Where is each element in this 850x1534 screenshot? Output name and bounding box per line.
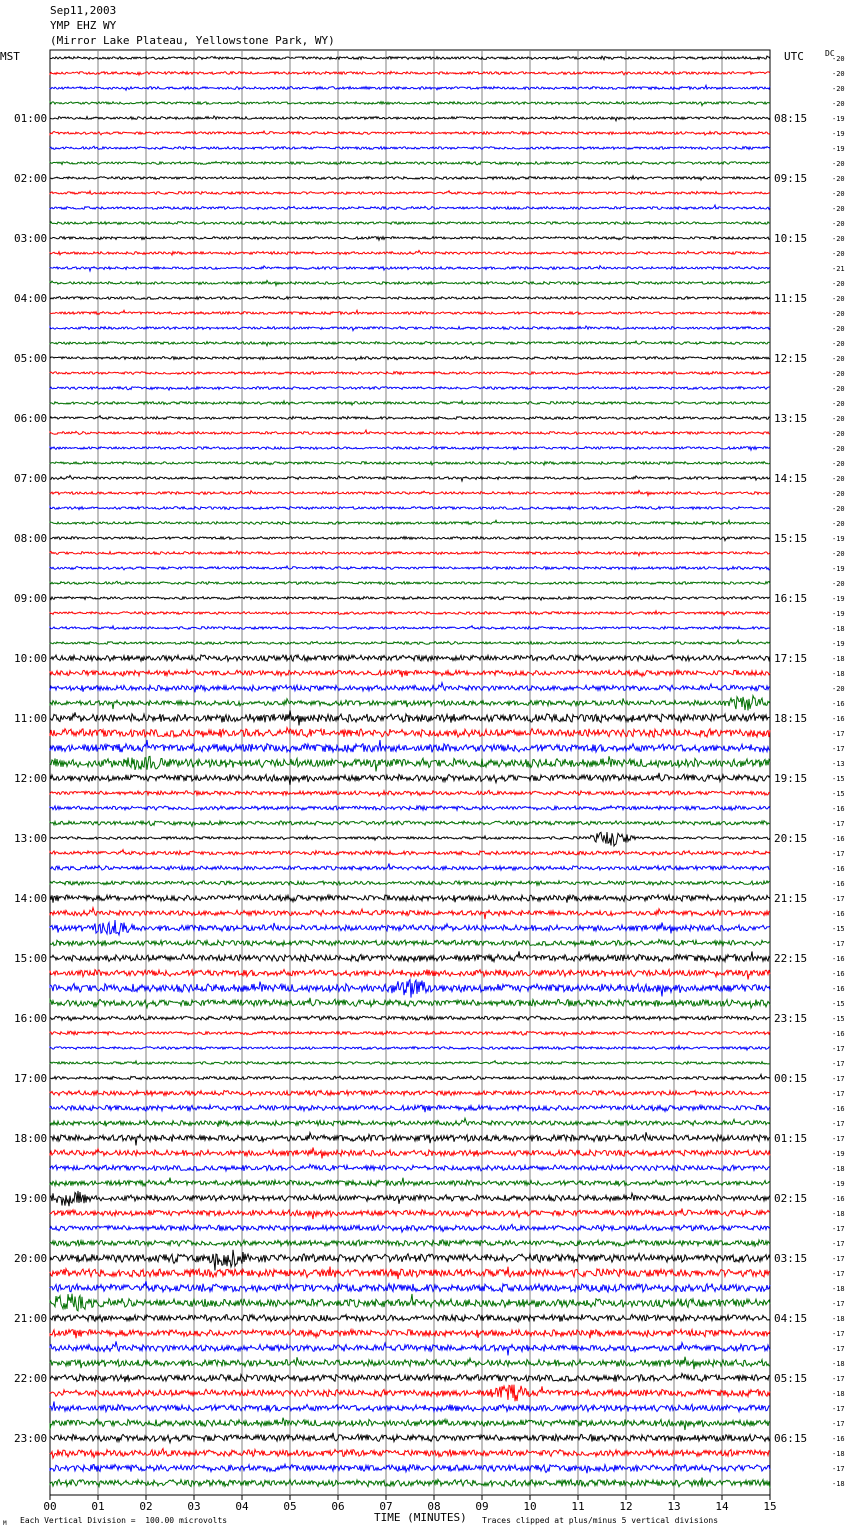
mst-hour-label: 03:00 (14, 232, 48, 245)
x-tick-label: 06 (331, 1500, 345, 1513)
seismic-trace (50, 191, 770, 195)
seismic-trace (50, 850, 770, 855)
utc-hour-label: 14:15 (774, 472, 808, 485)
dc-offset-label: -20 (832, 235, 845, 243)
utc-hour-label: 00:15 (774, 1072, 808, 1085)
dc-offset-label: -16 (832, 1435, 845, 1443)
seismic-trace (50, 222, 770, 225)
x-tick-label: 09 (475, 1500, 489, 1513)
seismic-trace (50, 205, 770, 209)
seismic-trace (50, 1118, 770, 1127)
seismic-trace (50, 1061, 770, 1065)
seismic-trace (50, 566, 770, 570)
dc-offset-label: -20 (832, 685, 845, 693)
seismic-trace (50, 740, 770, 752)
dc-offset-label: -16 (832, 1105, 845, 1113)
dc-offset-label: -20 (832, 490, 845, 498)
seismic-trace (50, 1046, 770, 1050)
mst-hour-label: 21:00 (14, 1312, 48, 1325)
dc-offset-label: -16 (832, 715, 845, 723)
dc-offset-label: -17 (832, 1255, 845, 1263)
seismic-trace (50, 908, 770, 919)
mst-hour-label: 05:00 (14, 352, 48, 365)
x-tick-label: 07 (379, 1500, 393, 1513)
seismic-trace (50, 597, 770, 601)
seismic-trace (50, 806, 770, 810)
utc-hour-label: 03:15 (774, 1252, 808, 1265)
seismic-trace (50, 491, 770, 496)
dc-offset-label: -16 (832, 865, 845, 873)
dc-offset-label: -16 (832, 1195, 845, 1203)
x-tick-label: 13 (667, 1500, 681, 1513)
seismic-trace (50, 1164, 770, 1171)
dc-offset-label: -17 (832, 1075, 845, 1083)
seismic-trace (50, 696, 770, 711)
seismic-trace (50, 895, 770, 903)
seismic-trace (50, 728, 770, 738)
seismic-trace (50, 430, 770, 434)
seismic-trace (50, 1105, 770, 1112)
dc-offset-label: -17 (832, 1300, 845, 1308)
dc-offset-label: -16 (832, 700, 845, 708)
station-code: YMP EHZ WY (50, 19, 117, 32)
dc-offset-label: -19 (832, 640, 845, 648)
seismic-trace (50, 237, 770, 241)
seismic-trace (50, 176, 770, 180)
x-tick-label: 00 (43, 1500, 57, 1513)
utc-hour-label: 22:15 (774, 952, 808, 965)
dc-offset-label: -17 (832, 1120, 845, 1128)
mst-hour-label: 12:00 (14, 772, 48, 785)
dc-offset-label: -20 (832, 55, 845, 63)
utc-hour-label: 20:15 (774, 832, 808, 845)
seismic-trace (50, 640, 770, 644)
dc-offset-label: -20 (832, 415, 845, 423)
seismic-trace (50, 1341, 770, 1355)
dc-offset-label: -15 (832, 775, 845, 783)
seismic-trace (50, 1314, 770, 1322)
dc-offset-label: -18 (832, 1450, 845, 1458)
dc-offset-label: -20 (832, 325, 845, 333)
seismic-trace (50, 939, 770, 946)
dc-offset-label: -17 (832, 1420, 845, 1428)
corner-mark: M (3, 1520, 7, 1527)
dc-offset-label: -17 (832, 1330, 845, 1338)
dc-offset-label: -18 (832, 655, 845, 663)
dc-offset-label: -20 (832, 475, 845, 483)
dc-offset-label: -18 (832, 1285, 845, 1293)
dc-offset-label: -20 (832, 550, 845, 558)
dc-offset-label: -20 (832, 400, 845, 408)
seismic-trace (50, 1330, 770, 1339)
dc-offset-label: -20 (832, 175, 845, 183)
dc-offset-label: -20 (832, 295, 845, 303)
mst-axis-label: MST (0, 50, 20, 63)
dc-offset-label: -16 (832, 985, 845, 993)
dc-offset-label: -17 (832, 1090, 845, 1098)
dc-offset-label: -20 (832, 85, 845, 93)
seismic-trace (50, 1209, 770, 1220)
x-axis-title: TIME (MINUTES) (374, 1511, 467, 1524)
dc-offset-label: -19 (832, 130, 845, 138)
seismic-trace (50, 881, 770, 886)
utc-hour-label: 15:15 (774, 532, 808, 545)
seismic-trace (50, 773, 770, 785)
seismic-trace (50, 551, 770, 556)
mst-hour-label: 07:00 (14, 472, 48, 485)
mst-hour-label: 14:00 (14, 892, 48, 905)
mst-hour-label: 17:00 (14, 1072, 48, 1085)
seismic-trace (50, 537, 770, 541)
seismic-trace (50, 310, 770, 314)
x-tick-label: 15 (763, 1500, 777, 1513)
seismic-trace (50, 1478, 770, 1489)
seismic-trace (50, 1132, 770, 1145)
mst-hour-label: 02:00 (14, 172, 48, 185)
utc-axis-label: UTC (784, 50, 804, 63)
dc-offset-label: -17 (832, 1225, 845, 1233)
seismic-trace (50, 116, 770, 121)
seismic-trace (50, 1074, 770, 1079)
utc-hour-label: 13:15 (774, 412, 808, 425)
seismic-trace (50, 1433, 770, 1443)
seismic-trace (50, 162, 770, 166)
dc-offset-label: -16 (832, 1030, 845, 1038)
seismic-trace (50, 1449, 770, 1459)
seismic-trace (50, 1464, 770, 1473)
mst-hour-label: 08:00 (14, 532, 48, 545)
dc-offset-label: -20 (832, 280, 845, 288)
seismic-trace (50, 581, 770, 584)
dc-offset-label: -16 (832, 970, 845, 978)
seismic-trace (50, 1191, 770, 1206)
x-tick-label: 01 (91, 1500, 105, 1513)
seismic-trace (50, 102, 770, 106)
seismic-trace (50, 1401, 770, 1411)
record-date: Sep11,2003 (50, 4, 117, 17)
x-tick-label: 08 (427, 1500, 441, 1513)
dc-offset-label: -17 (832, 820, 845, 828)
dc-offset-label: -20 (832, 160, 845, 168)
seismic-trace (50, 296, 770, 299)
mst-hour-label: 04:00 (14, 292, 48, 305)
seismic-trace (50, 683, 770, 693)
utc-hour-label: 10:15 (774, 232, 808, 245)
dc-offset-label: -20 (832, 580, 845, 588)
x-tick-label: 12 (619, 1500, 633, 1513)
seismic-trace (50, 146, 770, 149)
utc-hour-label: 18:15 (774, 712, 808, 725)
dc-offset-label: -20 (832, 310, 845, 318)
station-location: (Mirror Lake Plateau, Yellowstone Park, WY) (50, 34, 335, 47)
seismic-trace (50, 611, 770, 615)
utc-hour-label: 21:15 (774, 892, 808, 905)
dc-offset-label: -17 (832, 1465, 845, 1473)
dc-offset-label: -17 (832, 1345, 845, 1353)
dc-offset-label: -20 (832, 70, 845, 78)
utc-hour-label: 19:15 (774, 772, 808, 785)
dc-offset-label: -18 (832, 1165, 845, 1173)
dc-offset-label: -17 (832, 1270, 845, 1278)
seismic-trace (50, 1418, 770, 1430)
utc-hour-label: 16:15 (774, 592, 808, 605)
seismic-trace (50, 670, 770, 677)
dc-offset-label: -18 (832, 1480, 845, 1488)
seismic-trace (50, 475, 770, 481)
clip-note: Traces clipped at plus/minus 5 vertical divisions (482, 1516, 719, 1525)
dc-offset-label: -19 (832, 1150, 845, 1158)
seismic-trace (50, 266, 770, 271)
dc-offset-label: -17 (832, 730, 845, 738)
dc-offset-label: -17 (832, 1405, 845, 1413)
mst-hour-label: 16:00 (14, 1012, 48, 1025)
seismic-trace (50, 980, 770, 998)
seismic-trace (50, 951, 770, 961)
dc-offset-label: -21 (832, 265, 845, 273)
dc-offset-label: -16 (832, 835, 845, 843)
utc-hour-label: 09:15 (774, 172, 808, 185)
dc-offset-label: -17 (832, 850, 845, 858)
dc-offset-label: -17 (832, 1045, 845, 1053)
seismic-trace (50, 131, 770, 135)
dc-offset-label: -16 (832, 910, 845, 918)
mst-hour-label: 01:00 (14, 112, 48, 125)
dc-offset-label: -18 (832, 1360, 845, 1368)
seismic-trace (50, 790, 770, 796)
dc-offset-label: -18 (832, 670, 845, 678)
dc-offset-label: -20 (832, 430, 845, 438)
seismic-trace (50, 1294, 770, 1311)
seismic-trace (50, 387, 770, 391)
seismic-trace (50, 1031, 770, 1035)
seismic-trace (50, 1357, 770, 1370)
dc-offset-label: -15 (832, 1015, 845, 1023)
seismic-trace (50, 447, 770, 451)
seismic-trace (50, 281, 770, 286)
dc-offset-label: -19 (832, 535, 845, 543)
utc-hour-label: 17:15 (774, 652, 808, 665)
utc-hour-label: 02:15 (774, 1192, 808, 1205)
utc-hour-label: 04:15 (774, 1312, 808, 1325)
seismic-trace (50, 520, 770, 524)
dc-offset-label: -19 (832, 610, 845, 618)
dc-offset-label: -17 (832, 895, 845, 903)
utc-hour-label: 23:15 (774, 1012, 808, 1025)
x-tick-label: 14 (715, 1500, 729, 1513)
seismic-trace (50, 1148, 770, 1159)
dc-offset-label: -18 (832, 625, 845, 633)
seismic-trace (50, 1090, 770, 1095)
dc-offset-label: -19 (832, 115, 845, 123)
seismic-trace (50, 250, 770, 255)
dc-offset-label: -19 (832, 565, 845, 573)
seismic-trace (50, 462, 770, 466)
mst-hour-label: 22:00 (14, 1372, 48, 1385)
dc-offset-label: -19 (832, 145, 845, 153)
x-tick-label: 05 (283, 1500, 297, 1513)
seismic-trace (50, 1385, 770, 1402)
seismic-trace (50, 85, 770, 90)
scale-note: Each Vertical Division = 100.00 microvolts (20, 1516, 228, 1525)
dc-offset-label: -18 (832, 1210, 845, 1218)
seismic-trace (50, 1374, 770, 1383)
seismic-trace (50, 71, 770, 75)
dc-offset-label: -20 (832, 205, 845, 213)
seismic-trace (50, 920, 770, 935)
dc-offset-label: -16 (832, 880, 845, 888)
dc-offset-label: -20 (832, 355, 845, 363)
seismic-trace (50, 710, 770, 725)
mst-hour-label: 06:00 (14, 412, 48, 425)
dc-offset-label: -20 (832, 505, 845, 513)
dc-offset-label: -18 (832, 1390, 845, 1398)
dc-offset-label: -16 (832, 955, 845, 963)
mst-hour-label: 09:00 (14, 592, 48, 605)
dc-offset-label: -20 (832, 445, 845, 453)
seismic-trace (50, 655, 770, 661)
seismic-trace (50, 1267, 770, 1280)
seismic-trace (50, 832, 770, 846)
mst-hour-label: 18:00 (14, 1132, 48, 1145)
dc-offset-label: -15 (832, 1000, 845, 1008)
seismic-trace (50, 998, 770, 1008)
x-tick-label: 11 (571, 1500, 585, 1513)
utc-hour-label: 05:15 (774, 1372, 808, 1385)
dc-offset-label: -19 (832, 595, 845, 603)
seismic-trace (50, 326, 770, 331)
dc-offset-label: -20 (832, 370, 845, 378)
seismic-trace (50, 506, 770, 509)
dc-offset-label: -17 (832, 1375, 845, 1383)
dc-offset-label: -20 (832, 385, 845, 393)
dc-offset-label: -18 (832, 1315, 845, 1323)
seismic-trace (50, 1240, 770, 1246)
utc-hour-label: 01:15 (774, 1132, 808, 1145)
seismic-trace (50, 626, 770, 630)
seismic-trace (50, 1250, 770, 1271)
x-tick-label: 10 (523, 1500, 537, 1513)
dc-offset-label: -20 (832, 520, 845, 528)
dc-offset-label: -19 (832, 1180, 845, 1188)
seismic-trace (50, 756, 770, 771)
dc-offset-label: -17 (832, 940, 845, 948)
utc-hour-label: 12:15 (774, 352, 808, 365)
seismic-trace (50, 821, 770, 826)
mst-hour-label: 23:00 (14, 1432, 48, 1445)
mst-hour-label: 15:00 (14, 952, 48, 965)
dc-offset-label: -20 (832, 340, 845, 348)
dc-offset-label: -20 (832, 100, 845, 108)
mst-hour-label: 20:00 (14, 1252, 48, 1265)
dc-offset-label: -15 (832, 925, 845, 933)
seismic-trace (50, 1281, 770, 1292)
dc-offset-label: -20 (832, 220, 845, 228)
seismic-trace (50, 356, 770, 360)
seismic-trace (50, 341, 770, 346)
seismic-trace (50, 1178, 770, 1186)
dc-offset-label: -13 (832, 760, 845, 768)
seismic-trace (50, 56, 770, 60)
seismic-trace (50, 1015, 770, 1020)
utc-hour-label: 06:15 (774, 1432, 808, 1445)
x-tick-label: 04 (235, 1500, 249, 1513)
seismic-trace (50, 1224, 770, 1232)
seismic-trace (50, 864, 770, 871)
seismic-trace (50, 401, 770, 405)
mst-hour-label: 13:00 (14, 832, 48, 845)
mst-hour-label: 19:00 (14, 1192, 48, 1205)
dc-offset-label: -20 (832, 190, 845, 198)
dc-offset-label: -17 (832, 745, 845, 753)
utc-hour-label: 08:15 (774, 112, 808, 125)
dc-offset-header: DC (825, 49, 835, 58)
dc-offset-label: -17 (832, 1240, 845, 1248)
dc-offset-label: -15 (832, 790, 845, 798)
utc-hour-label: 11:15 (774, 292, 808, 305)
dc-offset-label: -20 (832, 460, 845, 468)
x-tick-label: 03 (187, 1500, 201, 1513)
mst-hour-label: 10:00 (14, 652, 48, 665)
dc-offset-label: -16 (832, 805, 845, 813)
seismic-trace (50, 970, 770, 980)
x-tick-label: 02 (139, 1500, 153, 1513)
seismic-trace (50, 416, 770, 420)
seismic-trace (50, 372, 770, 375)
dc-offset-label: -17 (832, 1135, 845, 1143)
dc-offset-label: -20 (832, 250, 845, 258)
mst-hour-label: 11:00 (14, 712, 48, 725)
dc-offset-label: -17 (832, 1060, 845, 1068)
